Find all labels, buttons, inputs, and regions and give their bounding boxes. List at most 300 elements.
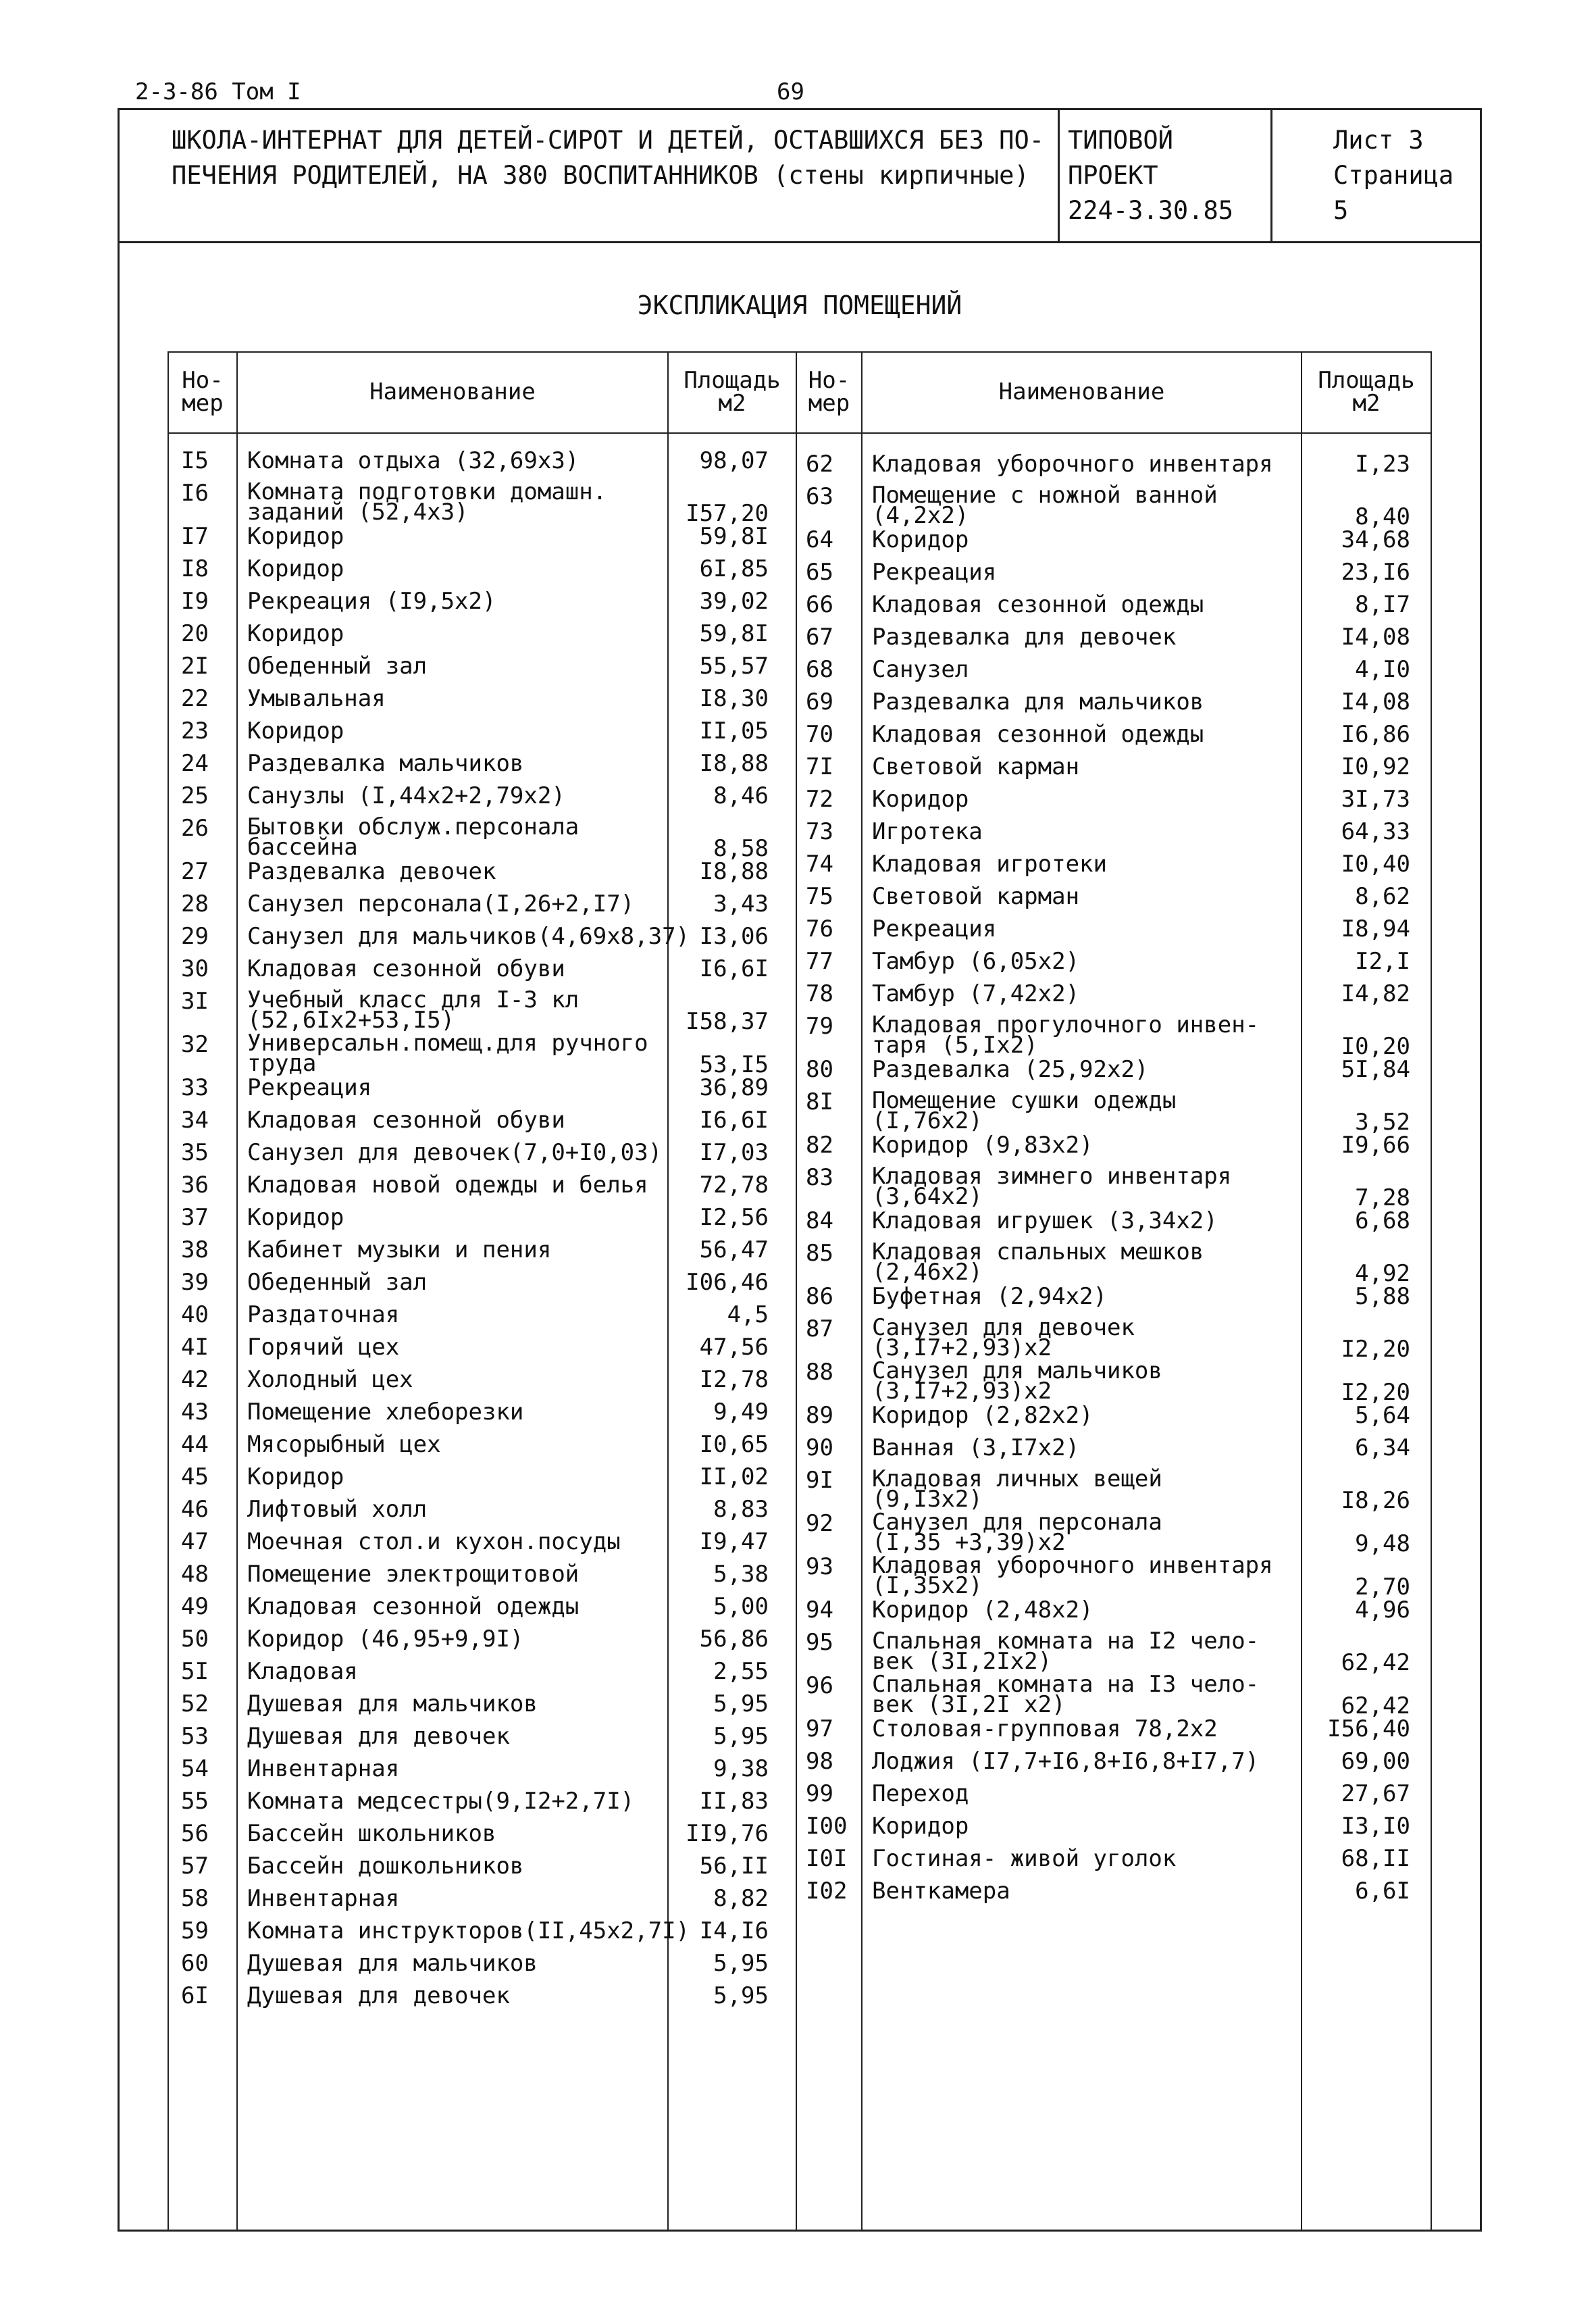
room-number: 40 [181, 1301, 209, 1328]
table-row [168, 788, 1432, 820]
room-name: Универсальн.помещ.для ручного труда [247, 1030, 648, 1077]
table-row [168, 1847, 1432, 1880]
room-name: Коридор (9,83х2) [872, 1132, 1093, 1159]
room-number: 33 [181, 1074, 209, 1101]
table-row [168, 917, 1432, 950]
room-area: 39,02 [699, 588, 769, 615]
room-area: I0,65 [699, 1431, 769, 1458]
room-name: Рекреация [247, 1074, 372, 1101]
room-number: I9 [181, 588, 209, 615]
room-area: 36,89 [699, 1074, 769, 1101]
room-name: Переход [872, 1780, 969, 1807]
table-row [168, 1163, 1432, 1211]
room-area: I4,08 [1341, 688, 1410, 715]
room-number: 69 [806, 688, 833, 715]
table-row [168, 1984, 1432, 2017]
room-area: I2,56 [699, 1204, 769, 1231]
room-number: 56 [181, 1820, 209, 1847]
room-name: Игротека [872, 818, 983, 845]
room-name: Лифтовый холл [247, 1496, 428, 1523]
room-area: I8,88 [699, 858, 769, 885]
room-number: I5 [181, 447, 209, 474]
room-name: Коридор (2,48х2) [872, 1596, 1093, 1624]
room-area: 5,88 [1355, 1283, 1410, 1310]
room-number: 67 [806, 624, 833, 651]
room-name: Кладовая личных вещей (9,I3х2) [872, 1465, 1162, 1513]
rooms-explication-table [168, 351, 1432, 2232]
room-number: 70 [806, 721, 833, 748]
room-name: Кладовая игротеки [872, 851, 1107, 878]
room-number: 52 [181, 1690, 209, 1717]
room-area: 5,38 [713, 1561, 769, 1588]
room-area: 5,95 [713, 1690, 769, 1717]
header-name-right: Наименование [998, 378, 1165, 405]
room-number: 34 [181, 1107, 209, 1134]
room-name: Холодный цех [247, 1366, 413, 1393]
room-name: Гостиная- живой уголок [872, 1845, 1177, 1872]
room-name: Санузел для мальчиков(4,69х8,37) [247, 923, 690, 950]
room-area: I8,88 [699, 750, 769, 777]
room-name: Лоджия (I7,7+I6,8+I6,8+I7,7) [872, 1748, 1260, 1775]
stamp-title-cell [118, 108, 1060, 241]
room-number: 8I [806, 1088, 833, 1115]
room-area: 62,42 [1341, 1692, 1410, 1719]
room-area: I8,94 [1341, 915, 1410, 942]
room-name: Душевая для мальчиков [247, 1690, 538, 1717]
room-number: 86 [806, 1283, 833, 1310]
room-name: Помещение сушки одежды (I,76х2) [872, 1087, 1177, 1134]
room-name: Рекреация (I9,5х2) [247, 588, 496, 615]
room-area: I6,86 [1341, 721, 1410, 748]
room-name: Коридор [872, 786, 969, 813]
stamp-project-cell [1060, 108, 1272, 241]
room-number: 44 [181, 1431, 209, 1458]
room-name: Коридор [247, 555, 344, 582]
room-area: 6,34 [1355, 1434, 1410, 1461]
room-name: Кладовая сезонной обуви [247, 1107, 565, 1134]
room-area: 59,8I [699, 523, 769, 550]
room-area: 56,47 [699, 1236, 769, 1263]
room-name: Комната отдыха (32,69х3) [247, 447, 580, 474]
room-area: 6,6I [1355, 1878, 1410, 1905]
room-number: 55 [181, 1788, 209, 1815]
room-number: 50 [181, 1626, 209, 1653]
room-area: I2,20 [1341, 1336, 1410, 1363]
room-number: 24 [181, 750, 209, 777]
room-name: Кладовая [247, 1658, 358, 1685]
room-name: Коридор [247, 718, 344, 745]
title-block [118, 108, 1482, 243]
room-name: Санузлы (I,44х2+2,79х2) [247, 782, 565, 809]
table-row [168, 982, 1432, 1015]
room-number: 32 [181, 1031, 209, 1058]
room-name: Кладовая зимнего инвентаря (3,64х2) [872, 1163, 1232, 1210]
table-row [168, 453, 1432, 485]
room-area: 8,I7 [1355, 591, 1410, 618]
room-name: Столовая-групповая 78,2х2 [872, 1715, 1218, 1742]
room-number: 75 [806, 883, 833, 910]
room-number: 27 [181, 858, 209, 885]
table-header-border [168, 432, 1432, 434]
table-row [168, 690, 1432, 723]
room-area: 4,I0 [1355, 656, 1410, 683]
table-row [168, 1011, 1432, 1060]
room-area: 5,95 [713, 1982, 769, 2009]
room-name: Кладовая уборочного инвентаря [872, 451, 1273, 478]
room-number: 83 [806, 1164, 833, 1191]
table-row [168, 593, 1432, 626]
room-number: 84 [806, 1207, 833, 1234]
room-number: 73 [806, 818, 833, 845]
room-area: I8,26 [1341, 1487, 1410, 1514]
room-area: 8,83 [713, 1496, 769, 1523]
room-number: 42 [181, 1366, 209, 1393]
room-name: Раздаточная [247, 1301, 400, 1328]
room-name: Инвентарная [247, 1885, 400, 1912]
room-area: I4,82 [1341, 980, 1410, 1007]
room-number: 28 [181, 890, 209, 917]
room-name: Раздевалка (25,92х2) [872, 1056, 1149, 1083]
room-number: 54 [181, 1755, 209, 1782]
table-row [168, 1815, 1432, 1847]
room-area: 5,64 [1355, 1402, 1410, 1429]
room-area: 4,92 [1355, 1260, 1410, 1287]
room-area: 59,8I [699, 620, 769, 647]
room-name: Коридор [247, 620, 344, 647]
table-row [168, 1596, 1432, 1631]
table-row [168, 1465, 1432, 1514]
room-name: Кладовая игрушек (3,34х2) [872, 1207, 1218, 1234]
table-row [168, 853, 1432, 885]
room-name: Коридор [872, 526, 969, 553]
room-name: Кладовая сезонной одежды [247, 1593, 580, 1620]
room-area: I6,6I [699, 1107, 769, 1134]
table-row [168, 1717, 1432, 1750]
table-row [168, 528, 1432, 561]
header-area-left: Площадь м2 [684, 367, 781, 417]
room-name: Кладовая уборочного инвентаря (I,35х2) [872, 1552, 1273, 1599]
room-number: 58 [181, 1885, 209, 1912]
room-number: 20 [181, 620, 209, 647]
room-name: Коридор [247, 1204, 344, 1231]
room-area: I58,37 [686, 1008, 769, 1035]
room-number: I8 [181, 555, 209, 582]
room-number: 25 [181, 782, 209, 809]
room-number: 85 [806, 1240, 833, 1267]
room-name: Ванная (3,I7х2) [872, 1434, 1080, 1461]
room-number: I02 [806, 1878, 848, 1905]
room-name: Коридор [872, 1813, 969, 1840]
room-area: I2,20 [1341, 1379, 1410, 1406]
room-name: Обеденный зал [247, 1269, 428, 1296]
stamp-project-label: ТИПОВОЙ ПРОЕКТ [1068, 126, 1173, 190]
room-number: I00 [806, 1813, 848, 1840]
room-area: I6,6I [699, 955, 769, 982]
room-area: 8,82 [713, 1885, 769, 1912]
room-name: Спальная комната на I3 чело- век (3I,2I х2) [872, 1671, 1260, 1718]
room-number: 65 [806, 559, 833, 586]
room-area: 64,33 [1341, 818, 1410, 845]
room-number: 62 [806, 451, 833, 478]
room-area: 34,68 [1341, 526, 1410, 553]
room-number: 53 [181, 1723, 209, 1750]
room-area: 7,28 [1355, 1184, 1410, 1211]
room-area: 9,48 [1355, 1530, 1410, 1557]
room-number: 60 [181, 1950, 209, 1977]
header-name-left: Наименование [369, 378, 536, 405]
room-area: I2,78 [699, 1366, 769, 1393]
room-number: 66 [806, 591, 833, 618]
page-number: 69 [777, 78, 804, 105]
room-name: Умывальная [247, 685, 386, 712]
room-name: Спальная комната на I2 чело- век (3I,2Iх2) [872, 1628, 1260, 1675]
room-area: II,83 [699, 1788, 769, 1815]
room-name: Рекреация [872, 915, 997, 942]
room-area: I3,06 [699, 923, 769, 950]
room-name: Кладовая сезонной одежды [872, 721, 1204, 748]
room-area: 3I,73 [1341, 786, 1410, 813]
table-row [168, 1880, 1432, 1912]
room-number: 4I [181, 1334, 209, 1361]
table-row [168, 950, 1432, 982]
header-number-left: Но- мер [182, 367, 224, 417]
room-number: 36 [181, 1172, 209, 1199]
room-number: 94 [806, 1596, 833, 1624]
room-name: Комната инструкторов(II,45х2,7I) [247, 1917, 690, 1944]
room-area: 56,II [699, 1853, 769, 1880]
room-area: I4,08 [1341, 624, 1410, 651]
room-area: 62,42 [1341, 1649, 1410, 1676]
room-name: Комната подготовки домашн. заданий (52,4х3) [247, 478, 607, 526]
room-name: Помещение электрощитовой [247, 1561, 580, 1588]
room-name: Венткамера [872, 1878, 1010, 1905]
room-name: Кладовая прогулочного инвен- таря (5,Iх2) [872, 1011, 1260, 1059]
room-name: Раздевалка для мальчиков [872, 688, 1204, 715]
room-number: 64 [806, 526, 833, 553]
table-row [168, 1628, 1432, 1676]
room-number: 92 [806, 1510, 833, 1537]
room-area: 68,II [1341, 1845, 1410, 1872]
room-name: Рекреация [872, 559, 997, 586]
stamp-title-line-1: ШКОЛА-ИНТЕРНАТ ДЛЯ ДЕТЕЙ-СИРОТ И ДЕТЕЙ, ОСТАВШИХСЯ БЕЗ ПО- [172, 126, 1045, 155]
room-name: Помещение с ножной ванной (4,2х2) [872, 482, 1218, 529]
room-name: Душевая для мальчиков [247, 1950, 538, 1977]
table-row [168, 626, 1432, 658]
room-name: Мясорыбный цех [247, 1431, 441, 1458]
room-area: I06,46 [686, 1269, 769, 1296]
room-area: I0,20 [1341, 1033, 1410, 1060]
room-name: Коридор [247, 1463, 344, 1490]
room-area: 8,46 [713, 782, 769, 809]
room-number: 43 [181, 1399, 209, 1426]
room-area: 8,62 [1355, 883, 1410, 910]
room-area: 5,00 [713, 1593, 769, 1620]
room-number: 76 [806, 915, 833, 942]
table-row [168, 1285, 1432, 1317]
room-number: 9I [806, 1467, 833, 1494]
room-name: Моечная стол.и кухон.посуды [247, 1528, 621, 1555]
room-number: 74 [806, 851, 833, 878]
room-name: Санузел [872, 656, 969, 683]
room-number: I6 [181, 480, 209, 507]
room-area: 53,I5 [699, 1051, 769, 1078]
room-name: Коридор [247, 523, 344, 550]
room-name: Световой карман [872, 883, 1080, 910]
room-name: Горячий цех [247, 1334, 400, 1361]
stamp-sheet-cell [1272, 108, 1482, 241]
room-area: 3,43 [713, 890, 769, 917]
room-number: 89 [806, 1402, 833, 1429]
room-area: II,05 [699, 718, 769, 745]
room-area: 27,67 [1341, 1780, 1410, 1807]
room-area: I56,40 [1327, 1715, 1410, 1742]
room-area: I9,47 [699, 1528, 769, 1555]
room-area: I9,66 [1341, 1132, 1410, 1159]
room-area: I8,30 [699, 685, 769, 712]
room-number: 82 [806, 1132, 833, 1159]
room-number: 5I [181, 1658, 209, 1685]
stamp-title-line-2: ПЕЧЕНИЯ РОДИТЕЛЕЙ, НА 380 ВОСПИТАННИКОВ (стены кирпичные) [172, 161, 1029, 190]
room-number: 72 [806, 786, 833, 813]
room-name: Коридор (2,82х2) [872, 1402, 1093, 1429]
stamp-page-number: Страница 5 [1333, 161, 1454, 225]
room-area: 4,96 [1355, 1596, 1410, 1624]
table-row [168, 1357, 1432, 1406]
table-row [168, 1750, 1432, 1782]
room-number: I0I [806, 1845, 848, 1872]
room-name: Обеденный зал [247, 653, 428, 680]
room-area: 55,57 [699, 653, 769, 680]
room-number: 35 [181, 1139, 209, 1166]
room-number: 99 [806, 1780, 833, 1807]
table-row [168, 755, 1432, 788]
room-name: Тамбур (6,05х2) [872, 948, 1080, 975]
table-row [168, 1404, 1432, 1436]
room-number: 78 [806, 980, 833, 1007]
room-name: Кладовая новой одежды и белья [247, 1172, 648, 1199]
room-number: I7 [181, 523, 209, 550]
room-name: Раздевалка для девочек [872, 624, 1177, 651]
room-number: 22 [181, 685, 209, 712]
room-area: 2,70 [1355, 1574, 1410, 1601]
room-name: Световой карман [872, 753, 1080, 780]
stamp-project-code: 224-3.30.85 [1068, 196, 1234, 225]
room-area: I4,I6 [699, 1917, 769, 1944]
room-number: 37 [181, 1204, 209, 1231]
table-row [168, 1952, 1432, 1984]
room-area: 6,68 [1355, 1207, 1410, 1234]
room-number: 48 [181, 1561, 209, 1588]
room-name: Санузел для девочек (3,I7+2,93)х2 [872, 1314, 1135, 1361]
room-number: 77 [806, 948, 833, 975]
room-area: 47,56 [699, 1334, 769, 1361]
room-name: Душевая для девочек [247, 1723, 510, 1750]
room-area: I57,20 [686, 500, 769, 527]
room-number: 23 [181, 718, 209, 745]
room-number: 7I [806, 753, 833, 780]
room-name: Комната медсестры(9,I2+2,7I) [247, 1788, 635, 1815]
table-row [168, 1238, 1432, 1287]
room-number: 93 [806, 1553, 833, 1580]
room-name: Инвентарная [247, 1755, 400, 1782]
room-area: II9,76 [686, 1820, 769, 1847]
room-area: I7,03 [699, 1139, 769, 1166]
room-number: 38 [181, 1236, 209, 1263]
room-number: 49 [181, 1593, 209, 1620]
room-area: I,23 [1355, 451, 1410, 478]
room-area: 6I,85 [699, 555, 769, 582]
table-row [168, 820, 1432, 853]
room-name: Тамбур (7,42х2) [872, 980, 1080, 1007]
room-number: 2I [181, 653, 209, 680]
room-number: 98 [806, 1748, 833, 1775]
room-area: 5,95 [713, 1950, 769, 1977]
room-area: II,02 [699, 1463, 769, 1490]
table-row [168, 885, 1432, 917]
room-name: Санузел для девочек(7,0+I0,03) [247, 1139, 663, 1166]
room-number: 45 [181, 1463, 209, 1490]
document-reference: 2-3-86 Том I [135, 78, 301, 105]
room-area: 3,52 [1355, 1109, 1410, 1136]
room-name: Кладовая спальных мешков (2,46х2) [872, 1238, 1204, 1286]
table-row [168, 1058, 1432, 1090]
header-area-right: Площадь м2 [1318, 367, 1415, 417]
room-area: 56,86 [699, 1626, 769, 1653]
room-number: 57 [181, 1853, 209, 1880]
room-name: Раздевалка девочек [247, 858, 496, 885]
room-area: I3,I0 [1341, 1813, 1410, 1840]
room-area: 5I,84 [1341, 1056, 1410, 1083]
room-name: Учебный класс для I-3 кл (52,6Iх2+53,I5) [247, 986, 580, 1034]
room-number: 6I [181, 1982, 209, 2009]
room-name: Санузел для персонала (I,35 +3,39)х2 [872, 1509, 1162, 1556]
table-row [168, 1436, 1432, 1469]
room-number: 26 [181, 815, 209, 842]
room-number: 88 [806, 1359, 833, 1386]
room-area: 23,I6 [1341, 559, 1410, 586]
table-row [168, 658, 1432, 690]
room-name: Санузел персонала(I,26+2,I7) [247, 890, 635, 917]
room-number: 79 [806, 1013, 833, 1040]
room-number: 59 [181, 1917, 209, 1944]
header-number-right: Но- мер [808, 367, 850, 417]
room-name: Буфетная (2,94х2) [872, 1283, 1107, 1310]
room-number: 90 [806, 1434, 833, 1461]
room-area: I2,I [1355, 948, 1410, 975]
room-name: Коридор (46,95+9,9I) [247, 1626, 524, 1653]
room-number: 47 [181, 1528, 209, 1555]
room-number: 95 [806, 1629, 833, 1656]
room-area: 2,55 [713, 1658, 769, 1685]
room-name: Кладовая сезонной одежды [872, 591, 1204, 618]
room-number: 30 [181, 955, 209, 982]
room-area: 8,40 [1355, 503, 1410, 530]
room-area: 72,78 [699, 1172, 769, 1199]
table-row [168, 1134, 1432, 1166]
room-area: 8,58 [713, 835, 769, 862]
room-name: Бассейн школьников [247, 1820, 496, 1847]
room-name: Душевая для девочек [247, 1982, 510, 2009]
room-number: 96 [806, 1672, 833, 1699]
room-number: 3I [181, 988, 209, 1015]
room-number: 80 [806, 1056, 833, 1083]
room-number: 97 [806, 1715, 833, 1742]
room-name: Бытовки обслуж.персонала бассейна [247, 813, 580, 861]
room-area: 9,38 [713, 1755, 769, 1782]
table-row [168, 482, 1432, 530]
stamp-sheet-number: Лист 3 [1333, 126, 1424, 155]
room-area: 98,07 [699, 447, 769, 474]
